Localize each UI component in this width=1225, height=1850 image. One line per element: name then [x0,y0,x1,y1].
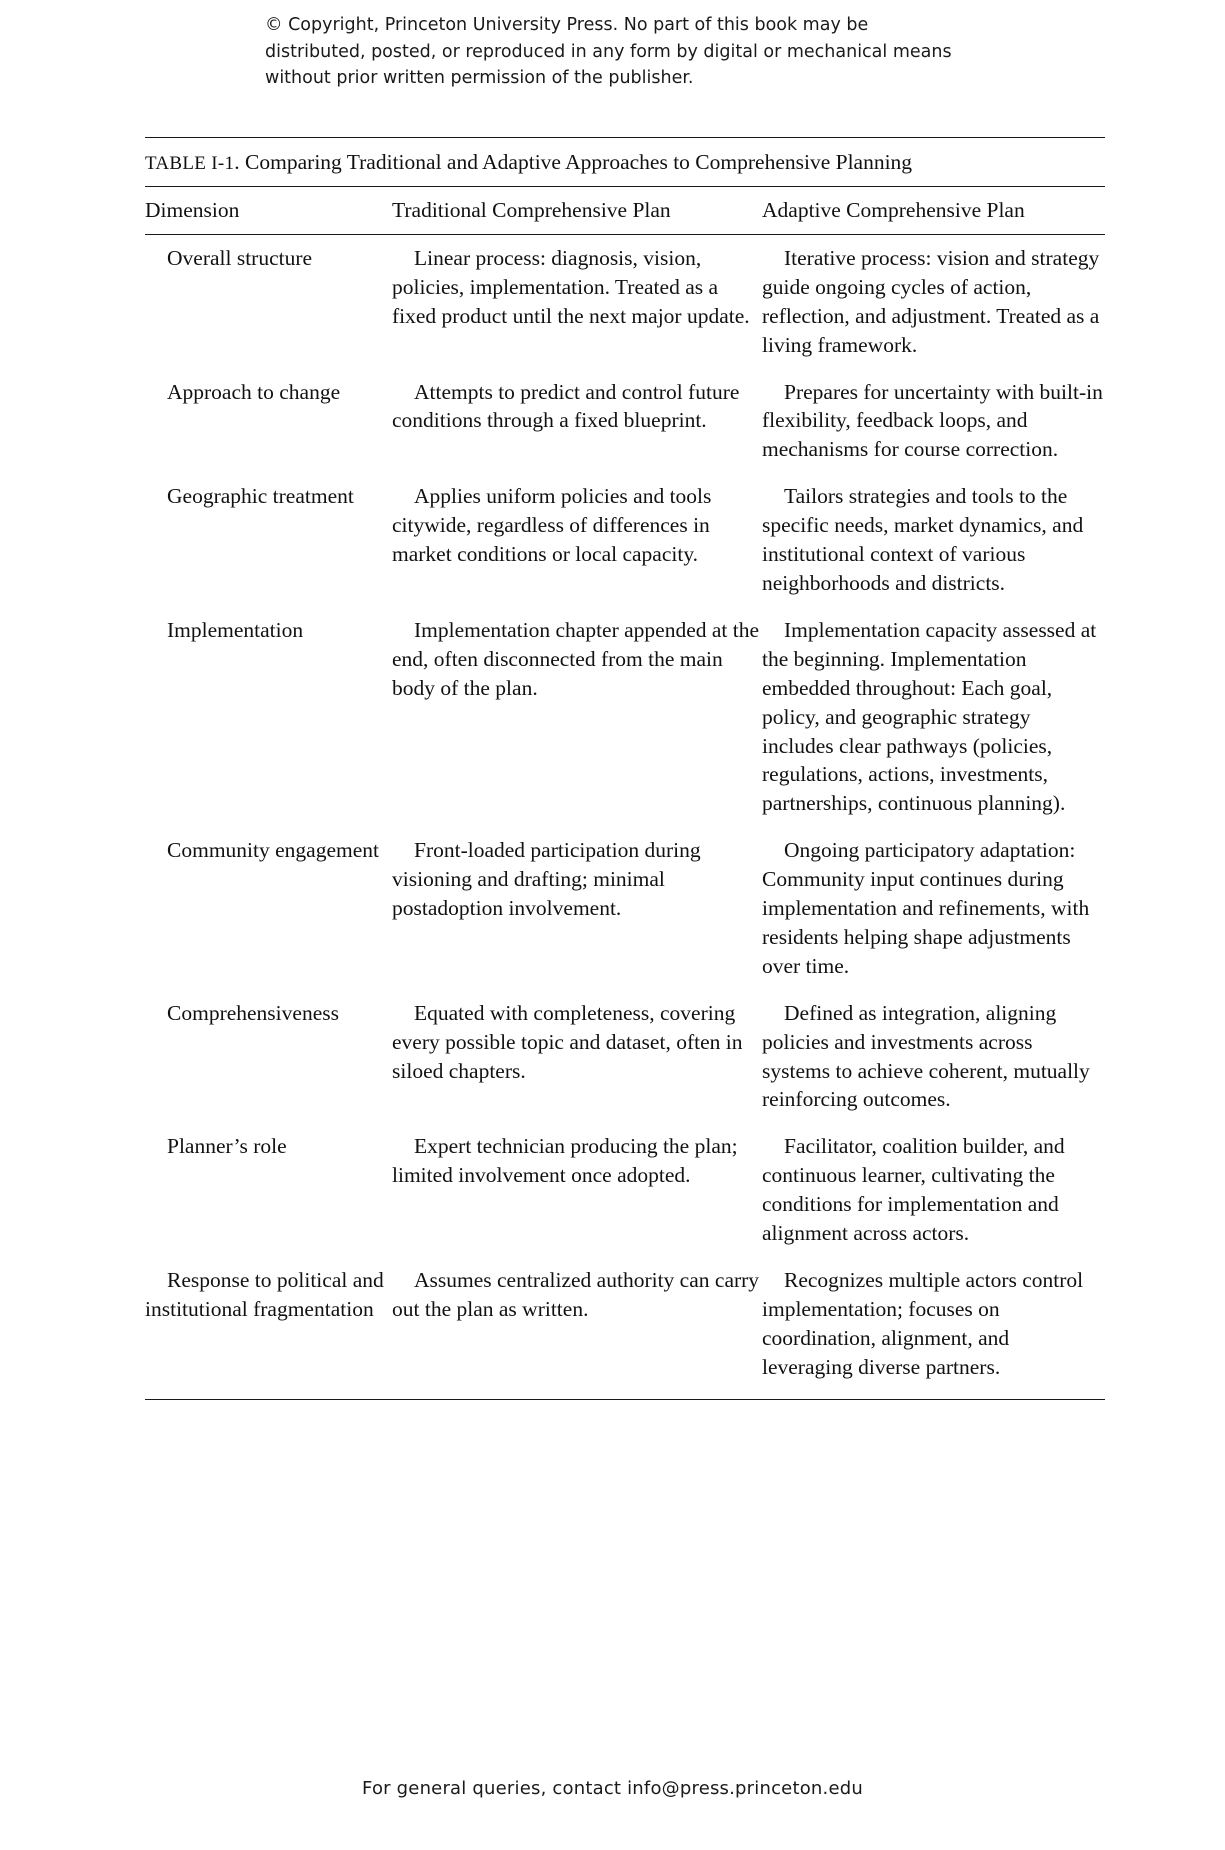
cell-traditional: Expert technician producing the plan; limited involvement once adopted. [392,1134,738,1188]
cell-adaptive: Implementation capacity assessed at the beginning. Implementation embedded throughout: Each goal, policy, and geographic strategy includes clear pathways (policies, regulations, actions, investments, partnerships, continuous planning). [762,617,1097,816]
table-row [145,1257,1105,1391]
cell-adaptive: Tailors strategies and tools to the specific needs, market dynamics, and institutional context of various neighborhoods and districts. [762,484,1084,595]
cell-traditional: Front-loaded participation during visioning and drafting; minimal postadoption involvement. [392,838,701,921]
table-label: TABLE I-1 [145,153,235,174]
column-header-adaptive: Adaptive Comprehensive Plan [762,198,1025,223]
cell-dimension: Approach to change [167,379,341,404]
cell-dimension: Planner’s role [167,1134,287,1159]
table-bottom-rule [145,1399,1105,1400]
comparison-table [145,187,1105,234]
cell-traditional: Assumes centralized authority can carry out the plan as written. [392,1268,760,1321]
column-header-dimension: Dimension [145,198,240,223]
copyright-notice: © Copyright, Princeton University Press. No part of this book may be distributed, posted, or reproduced in any form by digital or mechanical means without prior written permission of the publisher. [265,15,952,89]
cell-adaptive: Iterative process: vision and strategy guide ongoing cycles of action, reflection, and adjustment. Treated as a living framework. [762,245,1100,357]
comparison-table-container [145,137,1105,1400]
cell-dimension: Community engagement [167,838,379,863]
table-row [145,235,1105,369]
table-caption-text: . Comparing Traditional and Adaptive Approaches to Comprehensive Planning [234,150,913,174]
cell-dimension: Comprehensiveness [167,1000,339,1025]
table-row [145,473,1105,607]
cell-traditional: Implementation chapter appended at the end, often disconnected from the main body of the plan. [392,617,760,700]
table-row [145,369,1105,474]
cell-dimension: Response to political and institutional fragmentation [145,1268,384,1321]
cell-traditional: Attempts to predict and control future conditions through a fixed blueprint. [392,379,740,433]
footer-notice: For general queries, contact info@press.princeton.edu [362,1778,863,1799]
cell-adaptive: Prepares for uncertainty with built-in flexibility, feedback loops, and mechanisms for course correction. [762,379,1103,462]
cell-dimension: Overall structure [167,245,313,270]
cell-traditional: Equated with completeness, covering every possible topic and dataset, often in siloed chapters. [392,1000,743,1083]
table-row [145,990,1105,1124]
table-row [145,607,1105,827]
cell-adaptive: Defined as integration, aligning policies and investments across systems to achieve coherent, mutually reinforcing outcomes. [762,1000,1090,1112]
table-row [145,1123,1105,1257]
cell-dimension: Implementation [167,617,304,642]
table-row [145,827,1105,990]
table-caption [145,138,1105,186]
cell-adaptive: Facilitator, coalition builder, and continuous learner, cultivating the conditions for implementation and alignment across actors. [762,1134,1065,1246]
table-header-row [145,187,1105,234]
cell-adaptive: Recognizes multiple actors control implementation; focuses on coordination, alignment, and leveraging diverse partners. [762,1268,1084,1379]
cell-traditional: Linear process: diagnosis, vision, policies, implementation. Treated as a fixed product until the next major update. [392,245,750,328]
cell-dimension: Geographic treatment [167,484,354,509]
cell-traditional: Applies uniform policies and tools citywide, regardless of differences in market conditions or local capacity. [392,484,712,567]
cell-adaptive: Ongoing participatory adaptation: Community input continues during implementation and refinements, with residents helping shape adjustments over time. [762,838,1090,978]
column-header-traditional: Traditional Comprehensive Plan [392,198,671,223]
comparison-table-body [145,235,1105,1391]
